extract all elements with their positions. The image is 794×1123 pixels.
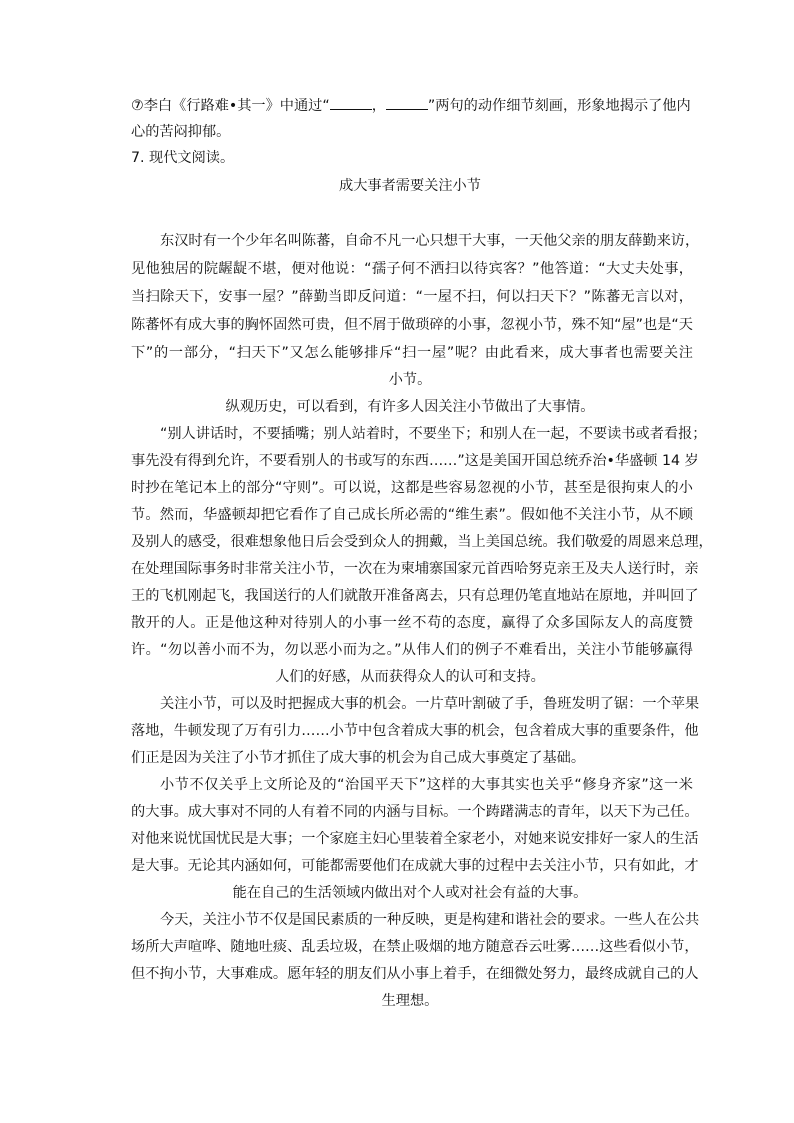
q6-item7-suffix: ”两句的动作细节刻画，形象地揭示了他内 <box>427 98 691 114</box>
essay-line: 是大事。无论其内涵如何，可能都需要他们在成就大事的过程中去关注小节，只有如此，才 <box>131 858 699 874</box>
essay-line: 王的飞机刚起飞，我国送行的人们就散开准备离去，只有总理仍笔直地站在原地，并叫回了 <box>131 588 699 604</box>
essay-line: 场所大声喧哗、随地吐痰、乱丢垃圾，在禁止吸烟的地方随意吞云吐雾……这些看似小节， <box>131 939 699 955</box>
essay-line: 的大事。成大事对不同的人有着不同的内涵与目标。一个踌躇满志的青年，以天下为己任。 <box>131 804 699 820</box>
essay-line: 落地，牛顿发现了万有引力……小节中包含着成大事的机会，包含着成大事的重要条件，他 <box>131 723 699 739</box>
essay-line: 散开的人。正是他这种对待别人的小事一丝不苟的态度，赢得了众多国际友人的高度赞 <box>131 615 693 631</box>
essay-line: 今天，关注小节不仅是国民素质的一种反映，更是构建和谐社会的要求。一些人在公共 <box>160 912 700 928</box>
q6-item7-prefix: ⑦李白《行路难•其一》中通过“ <box>131 98 330 114</box>
essay-line: 小节。 <box>388 372 432 388</box>
essay-line: 时抄在笔记本上的部分“守则”。可以说，这都是些容易忽视的小节，甚至是很拘束人的小 <box>131 480 693 496</box>
essay-title: 成大事者需要关注小节 <box>339 178 481 194</box>
essay-line: 陈蕃怀有成大事的胸怀固然可贵，但不屑于做琐碎的小事，忽视小节，殊不知“屋”也是“天 <box>131 317 693 333</box>
essay-line: 见他独居的院龌龊不堪，便对他说：“孺子何不洒扫以待宾客？”他答道：“大丈夫处事， <box>131 261 693 277</box>
answer-blank-2[interactable] <box>386 97 428 110</box>
q6-item7-line1 <box>131 96 691 116</box>
q6-item7-sep: ， <box>371 98 386 114</box>
essay-line: 东汉时有一个少年名叫陈蕃，自命不凡一心只想干大事，一天他父亲的朋友薛勤来访， <box>160 233 700 249</box>
essay-line: 在处理国际事务时非常关注小节，一次在为柬埔寨国家元首西哈努克亲王及夫人送行时，亲 <box>131 561 699 577</box>
essay-line: 纵观历史，可以看到，有许多人因关注小节做出了大事情。 <box>225 399 595 415</box>
essay-line: 节。然而，华盛顿却把它看作了自己成长所必需的“维生素”。假如他不关注小节，从不顾 <box>131 507 693 523</box>
essay-line: 及别人的感受，很难想象他日后会受到众人的拥戴，当上美国总统。我们敬爱的周恩来总理， <box>131 534 713 550</box>
essay-line: 下”的一部分，“扫天下”又怎么能够排斥“扫一屋”呢？由此看来，成大事者也需要关注 <box>131 345 693 361</box>
essay-line: 当扫除天下，安事一屋？”薛勤当即反问道：“一屋不扫，何以扫天下？”陈蕃无言以对， <box>131 289 693 305</box>
question-7-heading: 7. 现代文阅读。 <box>131 150 235 166</box>
essay-line: 关注小节，可以及时把握成大事的机会。一片草叶割破了手，鲁班发明了锯：一个苹果 <box>160 696 700 712</box>
essay-line: 生理想。 <box>381 993 439 1009</box>
essay-line: 但不拘小节，大事难成。愿年轻的朋友们从小事上着手，在细微处努力，最终成就自己的人 <box>131 966 699 982</box>
essay-line: 许。“勿以善小而不为，勿以恶小而为之。”从伟人们的例子不难看出，关注小节能够赢得 <box>131 642 693 658</box>
essay-line: 小节不仅关乎上文所论及的“治国平天下”这样的大事其实也关乎“修身齐家”这一米 <box>160 777 693 793</box>
essay-line: 们正是因为关注了小节才抓住了成大事的机会为自己成大事奠定了基础。 <box>131 750 586 766</box>
q6-item7-line2: 心的苦闷抑郁。 <box>131 124 231 140</box>
essay-line: 对他来说忧国忧民是大事；一个家庭主妇心里装着全家老小，对她来说安排好一家人的生活 <box>131 831 699 847</box>
essay-line: 事先没有得到允许，不要看别人的书或写的东西……”这是美国开国总统乔治•华盛顿 14 岁 <box>131 453 699 469</box>
answer-blank-1[interactable] <box>330 97 372 110</box>
essay-line: “别人讲话时，不要插嘴；别人站着时，不要坐下；和别人在一起，不要读书或者看报； <box>160 426 707 442</box>
essay-line: 人们的好感，从而获得众人的认可和支持。 <box>275 669 545 685</box>
essay-line: 能在自己的生活领域内做出对个人或对社会有益的大事。 <box>232 885 588 901</box>
